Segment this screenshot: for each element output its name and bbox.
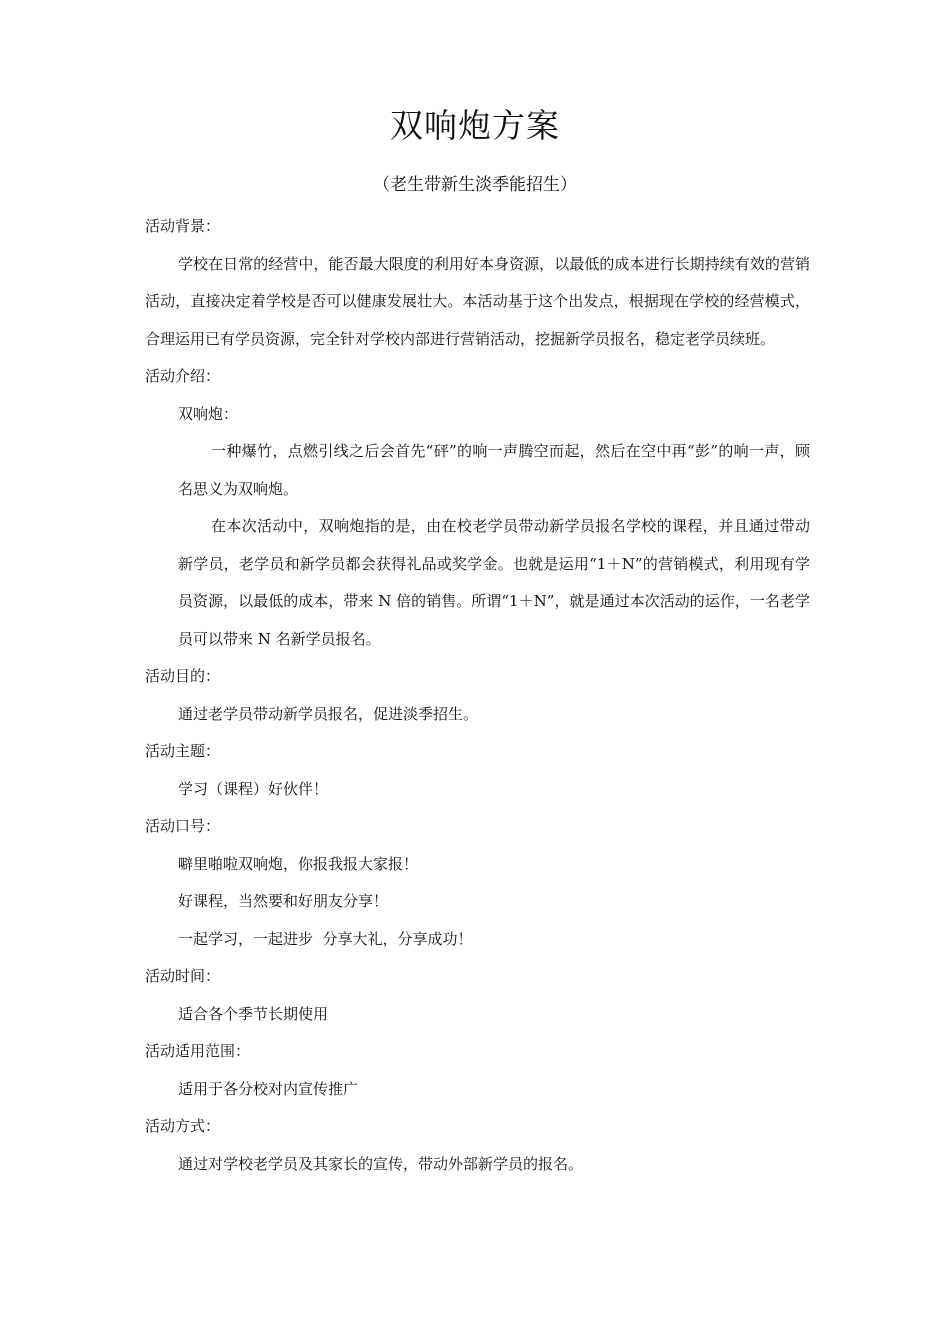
document-body <box>145 208 810 1183</box>
slogan-line: 好课程，当然要和好朋友分享！ <box>178 892 389 910</box>
intro-block <box>145 396 810 659</box>
page-title: 双响炮方案 <box>390 106 560 145</box>
slogan-line: 一起学习，一起进步 分享大礼，分享成功！ <box>178 929 473 948</box>
heading-method: 活动方式： <box>145 1117 221 1135</box>
heading-theme: 活动主题： <box>145 742 221 760</box>
heading-background: 活动背景： <box>145 217 221 235</box>
paragraph-intro-activity: 在本次活动中，双响炮指的是，由在校老学员带动新学员报名学校的课程，并且通过带动新学员，老学员和新学员都会获得礼品或奖学金。也就是运用“1＋N”的营销模式，利用现有学员资源，以最低的成本，带来 N 倍的销售。所谓“1＋N”，就是通过本次活动的运作，一名老学员可以带来 N 名新学员报名。 <box>178 517 810 648</box>
paragraph-theme: 学习（课程）好伙伴！ <box>178 779 329 798</box>
paragraph-scope: 适用于各分校对内宣传推广 <box>178 1079 359 1098</box>
heading-time: 活动时间： <box>145 967 221 985</box>
page-subtitle: （老生带新生淡季能招生） <box>373 175 577 195</box>
heading-intro: 活动介绍： <box>145 367 221 385</box>
paragraph-purpose: 通过老学员带动新学员报名，促进淡季招生。 <box>178 704 479 723</box>
slogan-line: 噼里啪啦双响炮，你报我报大家报！ <box>178 854 419 873</box>
paragraph-background: 学校在日常的经营中，能否最大限度的利用好本身资源，以最低的成本进行长期持续有效的营销活动，直接决定着学校是否可以健康发展壮大。本活动基于这个出发点，根据现在学校的经营模式，合理运用已有学员资源，完全针对学校内部进行营销活动，挖掘新学员报名，稳定老学员续班。 <box>145 254 810 348</box>
heading-purpose: 活动目的： <box>145 667 221 685</box>
subheading-double-firecracker: 双响炮： <box>178 404 239 423</box>
paragraph-intro-definition: 一种爆竹，点燃引线之后会首先“砰”的响一声腾空而起，然后在空中再“彭”的响一声，顾名思义为双响炮。 <box>178 442 810 498</box>
paragraph-method: 通过对学校老学员及其家长的宣传，带动外部新学员的报名。 <box>178 1154 584 1173</box>
paragraph-time: 适合各个季节长期使用 <box>178 1004 329 1023</box>
heading-scope: 活动适用范围： <box>145 1042 251 1060</box>
heading-slogan: 活动口号： <box>145 817 221 835</box>
